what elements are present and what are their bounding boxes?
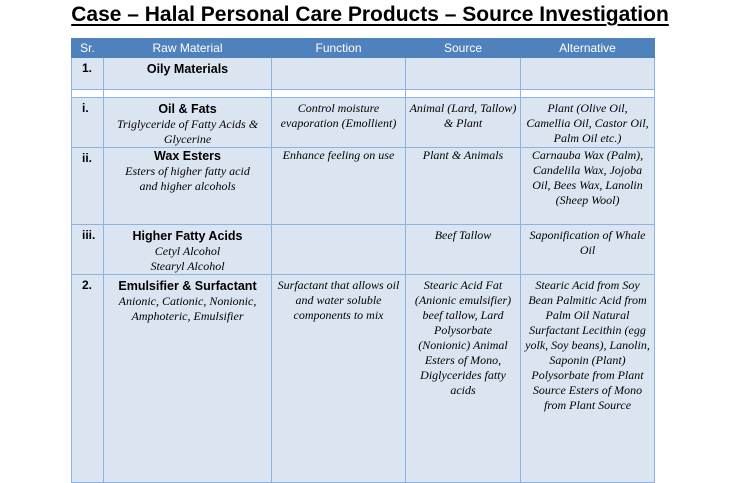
row-alternative xyxy=(521,98,655,148)
header-function: Function xyxy=(272,39,406,58)
row-material-name: Oil & Fats xyxy=(158,102,217,116)
row-material-name: Wax Esters xyxy=(154,149,221,163)
row-alternative-text: Saponification of Whale Oil xyxy=(529,228,646,257)
row-function-text: Enhance feeling on use xyxy=(282,148,395,162)
row-raw-material xyxy=(104,148,272,225)
table-row xyxy=(72,275,655,483)
row-material-name: Oily Materials xyxy=(146,62,229,76)
header-sr: Sr. xyxy=(72,39,104,58)
row-material-description: Anionic, Cationic, Nonionic, Amphoteric, Emulsifier xyxy=(118,294,257,323)
table-row xyxy=(72,148,655,225)
row-spacer xyxy=(72,90,655,98)
row-alternative-text: Stearic Acid from Soy Bean Palmitic Acid from Palm Oil Natural Surfactant Lecithin (egg yolk, Soy beans), Lanolin, Saponin (Plant) Polysorbate from Plant Source Esters of Mono from Plant Source xyxy=(525,278,650,412)
row-sr: ii. xyxy=(72,148,104,225)
row-sr: i. xyxy=(72,98,104,148)
row-source xyxy=(406,225,521,275)
row-source-text: Stearic Acid Fat (Anionic emulsifier) beef tallow, Lard Polysorbate (Nonionic) Animal Esters of Mono, Diglycerides fatty acids xyxy=(414,278,512,397)
header-raw-material: Raw Material xyxy=(104,39,272,58)
row-alternative xyxy=(521,58,655,90)
row-raw-material xyxy=(104,58,272,90)
row-function xyxy=(272,148,406,225)
header-source: Source xyxy=(406,39,521,58)
row-function xyxy=(272,58,406,90)
row-source xyxy=(406,58,521,90)
row-source xyxy=(406,98,521,148)
row-material-description: Triglyceride of Fatty Acids & Glycerine xyxy=(116,117,259,146)
row-material-description: Stearyl Alcohol xyxy=(150,259,225,273)
row-material-name: Emulsifier & Surfactant xyxy=(118,279,257,293)
row-material-description: Cetyl Alcohol xyxy=(154,244,221,258)
row-function xyxy=(272,98,406,148)
row-function xyxy=(272,225,406,275)
row-sr: 1. xyxy=(72,58,104,90)
header-alternative: Alternative xyxy=(521,39,655,58)
row-raw-material xyxy=(104,275,272,483)
row-function-text: Surfactant that allows oil and water soluble components to mix xyxy=(277,278,400,322)
row-source xyxy=(406,148,521,225)
table-header-row xyxy=(72,39,655,58)
row-raw-material xyxy=(104,225,272,275)
source-investigation-table xyxy=(71,38,655,483)
row-source-text: Beef Tallow xyxy=(434,228,492,242)
row-material-description: Esters of higher fatty acid and higher alcohols xyxy=(125,164,250,193)
row-sr: 2. xyxy=(72,275,104,483)
row-sr: iii. xyxy=(72,225,104,275)
row-function xyxy=(272,275,406,483)
row-source-text: Animal (Lard, Tallow) & Plant xyxy=(409,101,517,130)
table-row xyxy=(72,225,655,275)
page-title: Case – Halal Personal Care Products – Source Investigation xyxy=(71,3,669,26)
row-function-text: Control moisture evaporation (Emollient) xyxy=(280,101,397,130)
row-alternative-text: Carnauba Wax (Palm), Candelila Wax, Jojoba Oil, Bees Wax, Lanolin (Sheep Wool) xyxy=(531,148,644,207)
row-alternative xyxy=(521,225,655,275)
row-material-name: Higher Fatty Acids xyxy=(132,229,243,243)
row-raw-material xyxy=(104,98,272,148)
row-source xyxy=(406,275,521,483)
row-alternative xyxy=(521,275,655,483)
row-alternative xyxy=(521,148,655,225)
table-row xyxy=(72,98,655,148)
row-alternative-text: Plant (Olive Oil, Camellia Oil, Castor Oil, Palm Oil etc.) xyxy=(526,101,649,145)
table-row xyxy=(72,58,655,90)
row-source-text: Plant & Animals xyxy=(422,148,504,162)
